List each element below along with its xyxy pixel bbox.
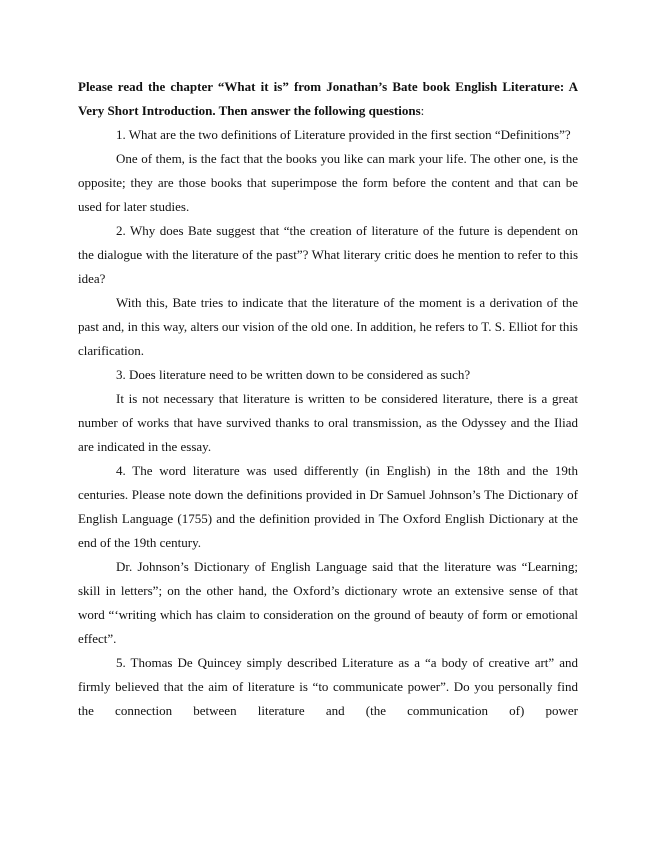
question-4: 4. The word literature was used differently (in English) in the 18th and the 19th centuries. Please note down the definitions provided in Dr Samuel Johnson’s The Dictionary of English Language (1755) and the definition provided in The Oxford English Dictionary at the end of the 19th century. [78, 463, 578, 550]
answer-3: It is not necessary that literature is written to be considered literature, there is a great number of works that have survived thanks to oral transmission, as the Odyssey and the Iliad are indicated in the essay. [78, 391, 578, 454]
answer-4: Dr. Johnson’s Dictionary of English Language said that the literature was “Learning; skill in letters”; on the other hand, the Oxford’s dictionary wrote an extensive sense of that word “‘writing which has claim to consideration on the ground of beauty of form or emotional effect”. [78, 559, 578, 646]
answer-2: With this, Bate tries to indicate that the literature of the moment is a derivation of the past and, in this way, alters our vision of the old one. In addition, he refers to T. S. Elliot for this clarification. [78, 295, 578, 358]
instructions-text: Please read the chapter “What it is” from Jonathan’s Bate book English Literature: A Very Short Introduction. Then answer the following questions [78, 79, 578, 118]
instructions-colon: : [420, 103, 425, 118]
answer-1: One of them, is the fact that the books you like can mark your life. The other one, is the opposite; they are those books that superimpose the form before the content and that can be used for later studies. [78, 151, 578, 214]
document-page [78, 75, 578, 723]
question-1: 1. What are the two definitions of Literature provided in the first section “Definitions”? [116, 127, 571, 142]
question-5: 5. Thomas De Quincey simply described Literature as a “a body of creative art” and firmly believed that the aim of literature is “to communicate power”. Do you personally find the connection between literature and (the communication of) power [78, 655, 578, 718]
assignment-instructions [78, 75, 578, 123]
question-3: 3. Does literature need to be written down to be considered as such? [116, 367, 471, 382]
question-2: 2. Why does Bate suggest that “the creation of literature of the future is dependent on the dialogue with the literature of the past”? What literary critic does he mention to refer to this idea? [78, 223, 578, 286]
